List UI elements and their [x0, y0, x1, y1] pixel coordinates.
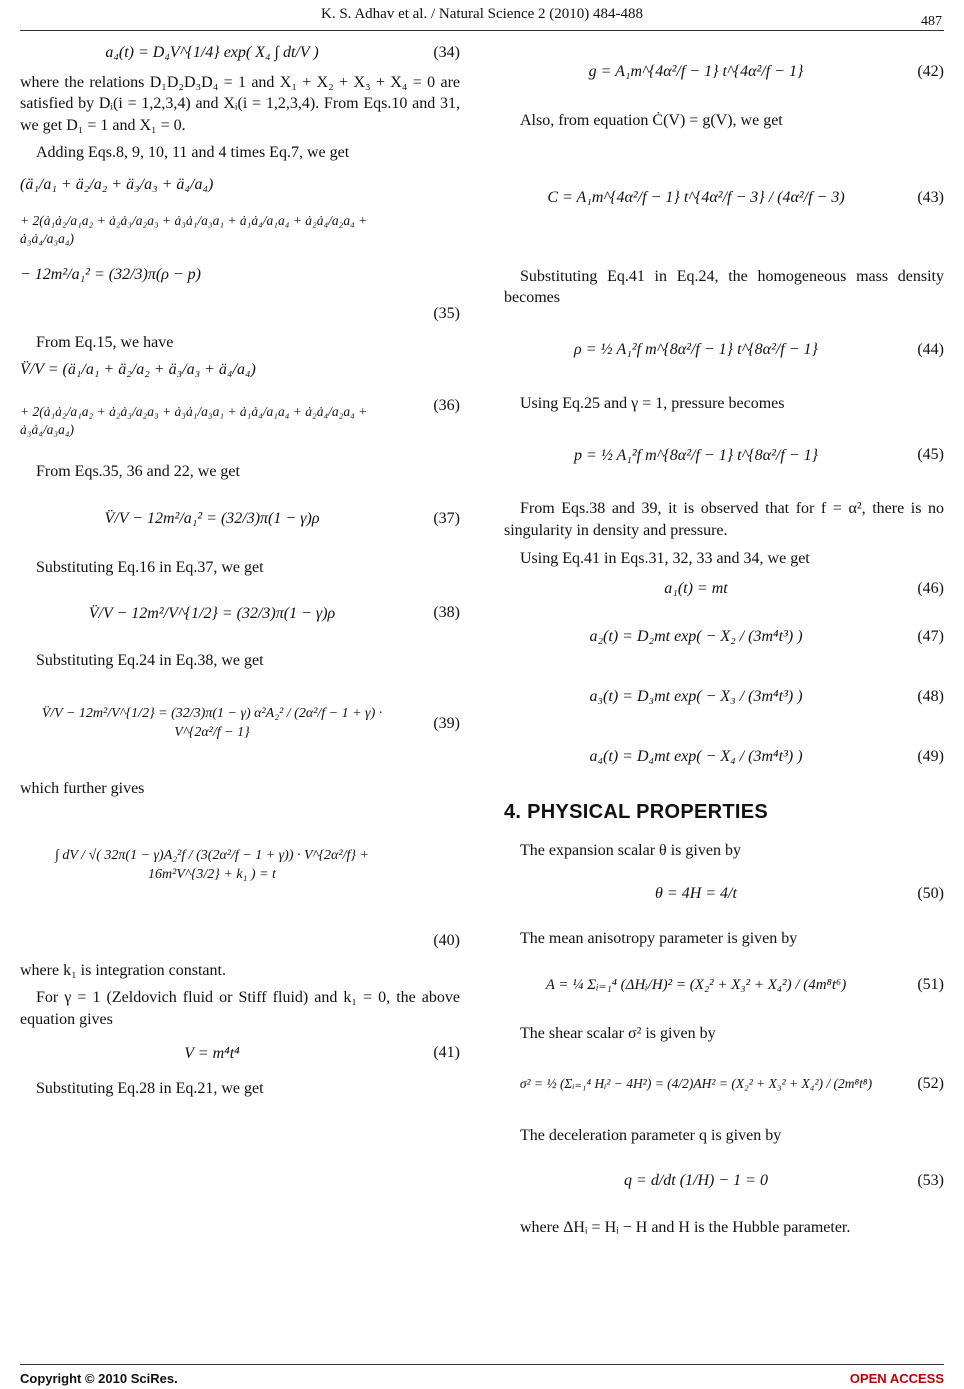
equation-40-number-row [20, 930, 460, 952]
equation-37 [20, 489, 460, 549]
equation-number: (44) [917, 340, 944, 358]
equation-48-body: a₃(t) = D₃mt exp( − X₃ / (3m⁴t³) ) [589, 688, 803, 706]
paragraph: From Eq.15, we have [36, 333, 174, 351]
equation-47-body: a₂(t) = D₂mt exp( − X₂ / (3m⁴t³) ) [589, 628, 803, 646]
equation-number: (45) [917, 446, 944, 464]
equation-number: (36) [433, 397, 460, 415]
paragraph: where k₁ is integration constant. [20, 961, 226, 979]
equation-40 [20, 806, 460, 926]
paragraph: The shear scalar σ² is given by [520, 1025, 716, 1043]
equation-39 [20, 678, 460, 770]
equation-37-body: V̈/V − 12m²/a₁² = (32/3)π(1 − γ)ρ [104, 510, 320, 528]
equation-number: (34) [433, 44, 460, 61]
right-column [504, 38, 944, 1244]
equation-number: (35) [433, 304, 460, 322]
equation-52 [504, 1051, 944, 1117]
paragraph: Substituting Eq.24 in Eq.38, we get [36, 652, 264, 670]
equation-number: (43) [917, 188, 944, 206]
header-rule [20, 30, 944, 31]
paragraph: For γ = 1 (Zeldovich fluid or Stiff fluid) and k₁ = 0, the above equation gives [20, 989, 460, 1028]
equation-49-body: a₄(t) = D₄mt exp( − X₄ / (3m⁴t³) ) [589, 748, 803, 766]
equation-number: (53) [917, 1171, 944, 1189]
equation-46-body: a₁(t) = mt [664, 580, 728, 598]
paragraph: Using Eq.25 and γ = 1, pressure becomes [520, 394, 785, 412]
equation-35-line-3: − 12m²/a₁² = (32/3)π(ρ − p) [20, 266, 201, 283]
equation-40-body: ∫ dV / √( 32π(1 − γ)A₂²f / (3(2α²/f − 1 + γ)) · V^{2α²/f} + 16m²V^{3/2} + k₁ ) = t [55, 847, 369, 882]
equation-36-line-2: + 2(ȧ₁ȧ₂/a₁a₂ + ȧ₂ȧ₃/a₂a₃ + ȧ₃ȧ₁/a₃a₁ + ȧ₁ȧ₄/a₁a₄ + ȧ₂ȧ₄/a₂a₄ + ȧ₃ȧ₄/a₃a₄) [20, 403, 368, 437]
equation-46 [504, 575, 944, 603]
equation-34-body: a₄(t) = D₄V^{1/4} exp( X₄ ∫ dt/V ) [105, 44, 319, 61]
equation-39-body: V̈/V − 12m²/V^{1/2} = (32/3)π(1 − γ) α²A₂² / (2α²/f − 1 + γ) · V^{2α²/f − 1} [41, 706, 383, 740]
paragraph: From Eqs.35, 36 and 22, we get [36, 463, 240, 481]
equation-number: (48) [917, 688, 944, 706]
open-access-badge: OPEN ACCESS [849, 1371, 944, 1386]
equation-41 [20, 1036, 460, 1070]
paragraph: Substituting Eq.16 in Eq.37, we get [36, 558, 264, 576]
equation-36 [20, 359, 460, 453]
paragraph: Substituting Eq.41 in Eq.24, the homogeneous mass density becomes [504, 267, 944, 307]
paragraph: where ΔHᵢ = Hᵢ − H and H is the Hubble parameter. [520, 1218, 851, 1236]
equation-49 [504, 731, 944, 783]
equation-number: (38) [433, 604, 460, 622]
paragraph: The deceleration parameter q is given by [520, 1126, 782, 1144]
equation-number: (49) [917, 748, 944, 766]
equation-35 [20, 170, 460, 302]
equation-number: (52) [917, 1075, 944, 1093]
equation-38-body: V̈/V − 12m²/V^{1/2} = (32/3)π(1 − γ)ρ [88, 604, 336, 622]
equation-41-body: V = m⁴t⁴ [184, 1044, 240, 1062]
paragraph: Also, from equation Ċ(V) = g(V), we get [520, 112, 783, 129]
running-head: K. S. Adhav et al. / Natural Science 2 (2010) 484-488 [320, 6, 643, 22]
equation-35-line-2: + 2(ȧ₁ȧ₂/a₁a₂ + ȧ₂ȧ₃/a₂a₃ + ȧ₃ȧ₁/a₃a₁ + ȧ₁ȧ₄/a₁a₄ + ȧ₂ȧ₄/a₂a₄ + ȧ₃ȧ₄/a₃a₄) [20, 212, 368, 246]
paragraph: Substituting Eq.28 in Eq.21, we get [36, 1080, 264, 1098]
equation-50-body: θ = 4H = 4/t [655, 884, 737, 902]
equation-48 [504, 671, 944, 723]
equation-43 [504, 138, 944, 258]
equation-42 [504, 42, 944, 102]
equation-51 [504, 955, 944, 1015]
equation-number: (40) [433, 931, 460, 949]
equation-47 [504, 611, 944, 663]
equation-number: (46) [917, 580, 944, 598]
paragraph: From Eqs.38 and 39, it is observed that for f = α², there is no singularity in density and pressure. [504, 500, 944, 539]
equation-number: (41) [433, 1044, 460, 1062]
equation-number: (39) [433, 715, 460, 733]
equation-number: (50) [917, 884, 944, 902]
equation-53-body: q = d/dt (1/H) − 1 = 0 [624, 1171, 768, 1189]
equation-53 [504, 1153, 944, 1209]
page-number: 487 [921, 14, 942, 29]
paragraph: where the relations D₁D₂D₃D₄ = 1 and X₁ + X₂ + X₃ + X₄ = 0 are satisfied by Dᵢ(i = 1,2,3,4) and Xᵢ(i = 1,2,3,4). From Eqs.10 and 31, we get D₁ = 1 and X₁ = 0. [20, 73, 460, 134]
left-column [20, 38, 460, 1106]
paragraph: The expansion scalar θ is given by [520, 842, 741, 860]
equation-35-line-1: (ä₁/a₁ + ä₂/a₂ + ä₃/a₃ + ä₄/a₄) [20, 175, 214, 193]
equation-38 [20, 584, 460, 642]
equation-52-body: σ² = ½ (Σᵢ₌₁⁴ Hᵢ² − 4H²) = (4/2)AH² = (X₂² + X₃² + X₄²) / (2m⁸t⁸) [519, 1075, 873, 1091]
equation-35-number-row [20, 304, 460, 324]
equation-44-body: ρ = ½ A₁²f m^{8α²/f − 1} t^{8α²/f − 1} [574, 340, 818, 358]
equation-number: (42) [917, 63, 944, 81]
equation-number: (47) [917, 628, 944, 646]
equation-34 [20, 42, 460, 64]
equation-number: (51) [917, 976, 944, 994]
equation-43-body: C = A₁m^{4α²/f − 1} t^{4α²/f − 3} / (4α²/f − 3) [547, 188, 845, 206]
equation-42-body: g = A₁m^{4α²/f − 1} t^{4α²/f − 1} [588, 63, 804, 81]
paragraph: The mean anisotropy parameter is given by [520, 929, 798, 947]
footer-rule [20, 1364, 944, 1365]
equation-45 [504, 420, 944, 490]
equation-45-body: p = ½ A₁²f m^{8α²/f − 1} t^{8α²/f − 1} [574, 446, 818, 464]
equation-36-line-1: V̈/V = (ä₁/a₁ + ä₂/a₂ + ä₃/a₃ + ä₄/a₄) [20, 361, 256, 379]
section-heading: 4. PHYSICAL PROPERTIES [504, 801, 769, 824]
copyright: Copyright © 2010 SciRes. [20, 1371, 178, 1386]
equation-51-body: A = ¼ Σᵢ₌₁⁴ (ΔHᵢ/H)² = (X₂² + X₃² + X₄²) / (4m⁸t⁶) [545, 977, 847, 994]
equation-44 [504, 315, 944, 385]
paragraph: Adding Eqs.8, 9, 10, 11 and 4 times Eq.7, we get [36, 144, 350, 162]
equation-50 [504, 868, 944, 920]
paragraph: Using Eq.41 in Eqs.31, 32, 33 and 34, we get [520, 549, 810, 567]
paragraph: which further gives [20, 780, 145, 797]
equation-number: (37) [433, 510, 460, 528]
